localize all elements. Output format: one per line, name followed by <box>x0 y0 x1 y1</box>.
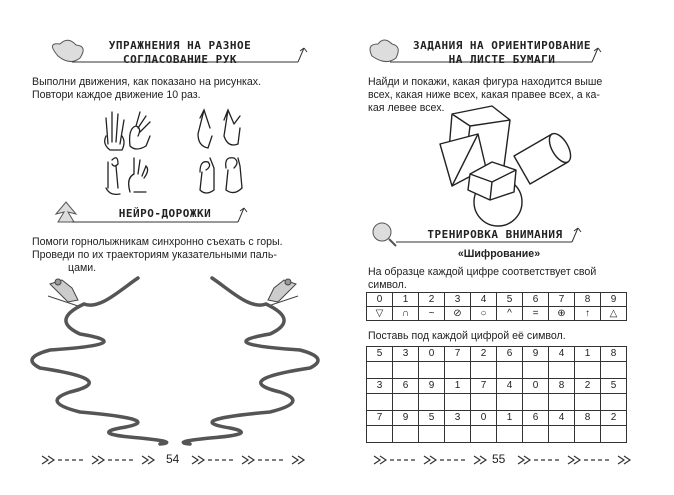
skier-icon <box>268 279 298 306</box>
answer-cell[interactable] <box>601 362 627 379</box>
cipher-symbol: ↑ <box>575 307 601 321</box>
pencil-tip-icon <box>238 208 247 222</box>
grid-digit: 4 <box>549 347 575 362</box>
answer-cell[interactable] <box>419 394 445 411</box>
hands-badge-icon <box>52 40 83 61</box>
cipher-digit: 6 <box>523 293 549 307</box>
grid-digit: 7 <box>471 379 497 394</box>
grid-digit: 8 <box>575 411 601 426</box>
ski-trail-right <box>183 278 318 444</box>
answer-cell[interactable] <box>393 362 419 379</box>
grid-digit: 2 <box>575 379 601 394</box>
footer-ornament <box>190 450 310 466</box>
answer-cell[interactable] <box>523 426 549 443</box>
grid-answer-row <box>367 394 627 411</box>
answer-cell[interactable] <box>367 426 393 443</box>
answer-cell[interactable] <box>393 426 419 443</box>
footer-ornament <box>372 450 492 466</box>
answer-cell[interactable] <box>471 426 497 443</box>
grid-digit-row <box>367 379 627 394</box>
cipher-digit: 4 <box>471 293 497 307</box>
cipher-digit: 0 <box>367 293 393 307</box>
grid-digit: 6 <box>523 411 549 426</box>
grid-digit: 3 <box>393 347 419 362</box>
grid-digit: 9 <box>393 411 419 426</box>
grid-digit: 5 <box>367 347 393 362</box>
hand-pair-2 <box>198 110 240 148</box>
cipher-symbol: ⊘ <box>445 307 471 321</box>
cipher-symbols-row <box>367 307 627 321</box>
hand-pair-3 <box>106 158 148 195</box>
cipher-digit: 5 <box>497 293 523 307</box>
answer-cell[interactable] <box>393 394 419 411</box>
answer-cell[interactable] <box>575 362 601 379</box>
geometric-figures-illustration <box>430 104 580 228</box>
page-number: 55 <box>492 452 506 466</box>
grid-digit: 1 <box>497 411 523 426</box>
answer-cell[interactable] <box>419 362 445 379</box>
ski-trails-illustration <box>30 270 320 452</box>
instruction-text: Помоги горнолыжникам синхронно съехать с горы. Проведи по их траекториям указательными паль- цами. <box>32 236 283 274</box>
cipher-digit: 3 <box>445 293 471 307</box>
cipher-symbol: ~ <box>419 307 445 321</box>
answer-cell[interactable] <box>445 426 471 443</box>
grid-digit: 2 <box>601 411 627 426</box>
cipher-symbol: = <box>523 307 549 321</box>
cipher-symbol: △ <box>601 307 627 321</box>
answer-cell[interactable] <box>549 426 575 443</box>
grid-digit: 8 <box>601 347 627 362</box>
answer-cell[interactable] <box>419 426 445 443</box>
cylinder-shape <box>514 130 575 184</box>
cipher-digits-row <box>367 293 627 307</box>
grid-digit: 7 <box>445 347 471 362</box>
grid-digit: 3 <box>367 379 393 394</box>
answer-cell[interactable] <box>497 394 523 411</box>
cipher-symbol: ▽ <box>367 307 393 321</box>
instruction-text: Найди и покажи, какая фигура находится выше всех, какая ниже всех, какая правее всех, а ка- кая левее всех. <box>368 76 603 114</box>
footer-ornament <box>516 450 636 466</box>
answer-cell[interactable] <box>445 362 471 379</box>
grid-answer-row <box>367 362 627 379</box>
grid-digit: 7 <box>367 411 393 426</box>
grid-digit: 3 <box>445 411 471 426</box>
grid-digit: 9 <box>419 379 445 394</box>
section-title: ТРЕНИРОВКА ВНИМАНИЯ <box>427 228 563 241</box>
grid-digit: 5 <box>419 411 445 426</box>
answer-cell[interactable] <box>523 362 549 379</box>
grid-digit: 6 <box>393 379 419 394</box>
cipher-symbol: ^ <box>497 307 523 321</box>
grid-digit: 5 <box>601 379 627 394</box>
hand-gestures-illustration <box>100 106 260 198</box>
hand-pair-1 <box>105 112 150 150</box>
grid-digit: 9 <box>523 347 549 362</box>
cipher-digit: 9 <box>601 293 627 307</box>
cipher-digit: 2 <box>419 293 445 307</box>
grid-digit: 8 <box>549 379 575 394</box>
cipher-digit: 8 <box>575 293 601 307</box>
answer-cell[interactable] <box>601 426 627 443</box>
tree-badge-icon <box>56 202 76 222</box>
ski-trail-left <box>32 278 167 444</box>
section-title: ЗАДАНИЯ НА ОРИЕНТИРОВАНИЕ НА ЛИСТЕ БУМАГИ <box>412 39 592 66</box>
answer-cell[interactable] <box>471 394 497 411</box>
exercise-grid <box>366 346 627 443</box>
grid-digit: 0 <box>419 347 445 362</box>
footer-ornament <box>40 450 160 466</box>
magnifier-badge-icon <box>373 223 391 241</box>
answer-cell[interactable] <box>497 362 523 379</box>
grid-digit: 0 <box>523 379 549 394</box>
answer-cell[interactable] <box>471 362 497 379</box>
cipher-symbol: ⊕ <box>549 307 575 321</box>
answer-cell[interactable] <box>575 394 601 411</box>
grid-digit: 1 <box>445 379 471 394</box>
answer-cell[interactable] <box>549 362 575 379</box>
answer-cell[interactable] <box>497 426 523 443</box>
grid-digit: 2 <box>471 347 497 362</box>
cipher-digit: 7 <box>549 293 575 307</box>
exercise-subtitle: «Шифрование» <box>457 248 541 260</box>
grid-digit-row <box>367 347 627 362</box>
grid-answer-row <box>367 426 627 443</box>
skier-icon <box>48 279 78 306</box>
section-title: УПРАЖНЕНИЯ НА РАЗНОЕ СОГЛАСОВАНИЕ РУК <box>108 39 252 66</box>
grid-digit: 4 <box>549 411 575 426</box>
grid-digit-row <box>367 411 627 426</box>
pencil-tip-icon <box>298 48 307 62</box>
answer-cell[interactable] <box>367 362 393 379</box>
grid-digit: 4 <box>497 379 523 394</box>
grid-digit: 6 <box>497 347 523 362</box>
instruction-text: На образце каждой цифре соответствует свой символ. <box>368 266 597 291</box>
cipher-symbol: ○ <box>471 307 497 321</box>
compass-badge-icon <box>370 40 398 62</box>
answer-cell[interactable] <box>601 394 627 411</box>
hand-pair-4 <box>200 158 242 193</box>
cipher-digit: 1 <box>393 293 419 307</box>
answer-cell[interactable] <box>523 394 549 411</box>
instruction-text: Выполни движения, как показано на рисунках. Повтори каждое движение 10 раз. <box>32 76 262 101</box>
cipher-key-table <box>366 292 627 321</box>
answer-cell[interactable] <box>445 394 471 411</box>
answer-cell[interactable] <box>549 394 575 411</box>
answer-cell[interactable] <box>367 394 393 411</box>
page-number: 54 <box>166 452 180 466</box>
grid-digit: 1 <box>575 347 601 362</box>
answer-cell[interactable] <box>575 426 601 443</box>
grid-digit: 0 <box>471 411 497 426</box>
instruction-text: Поставь под каждой цифрой её символ. <box>368 330 566 342</box>
section-title: НЕЙРО-ДОРОЖКИ <box>118 207 212 220</box>
cipher-symbol: ∩ <box>393 307 419 321</box>
